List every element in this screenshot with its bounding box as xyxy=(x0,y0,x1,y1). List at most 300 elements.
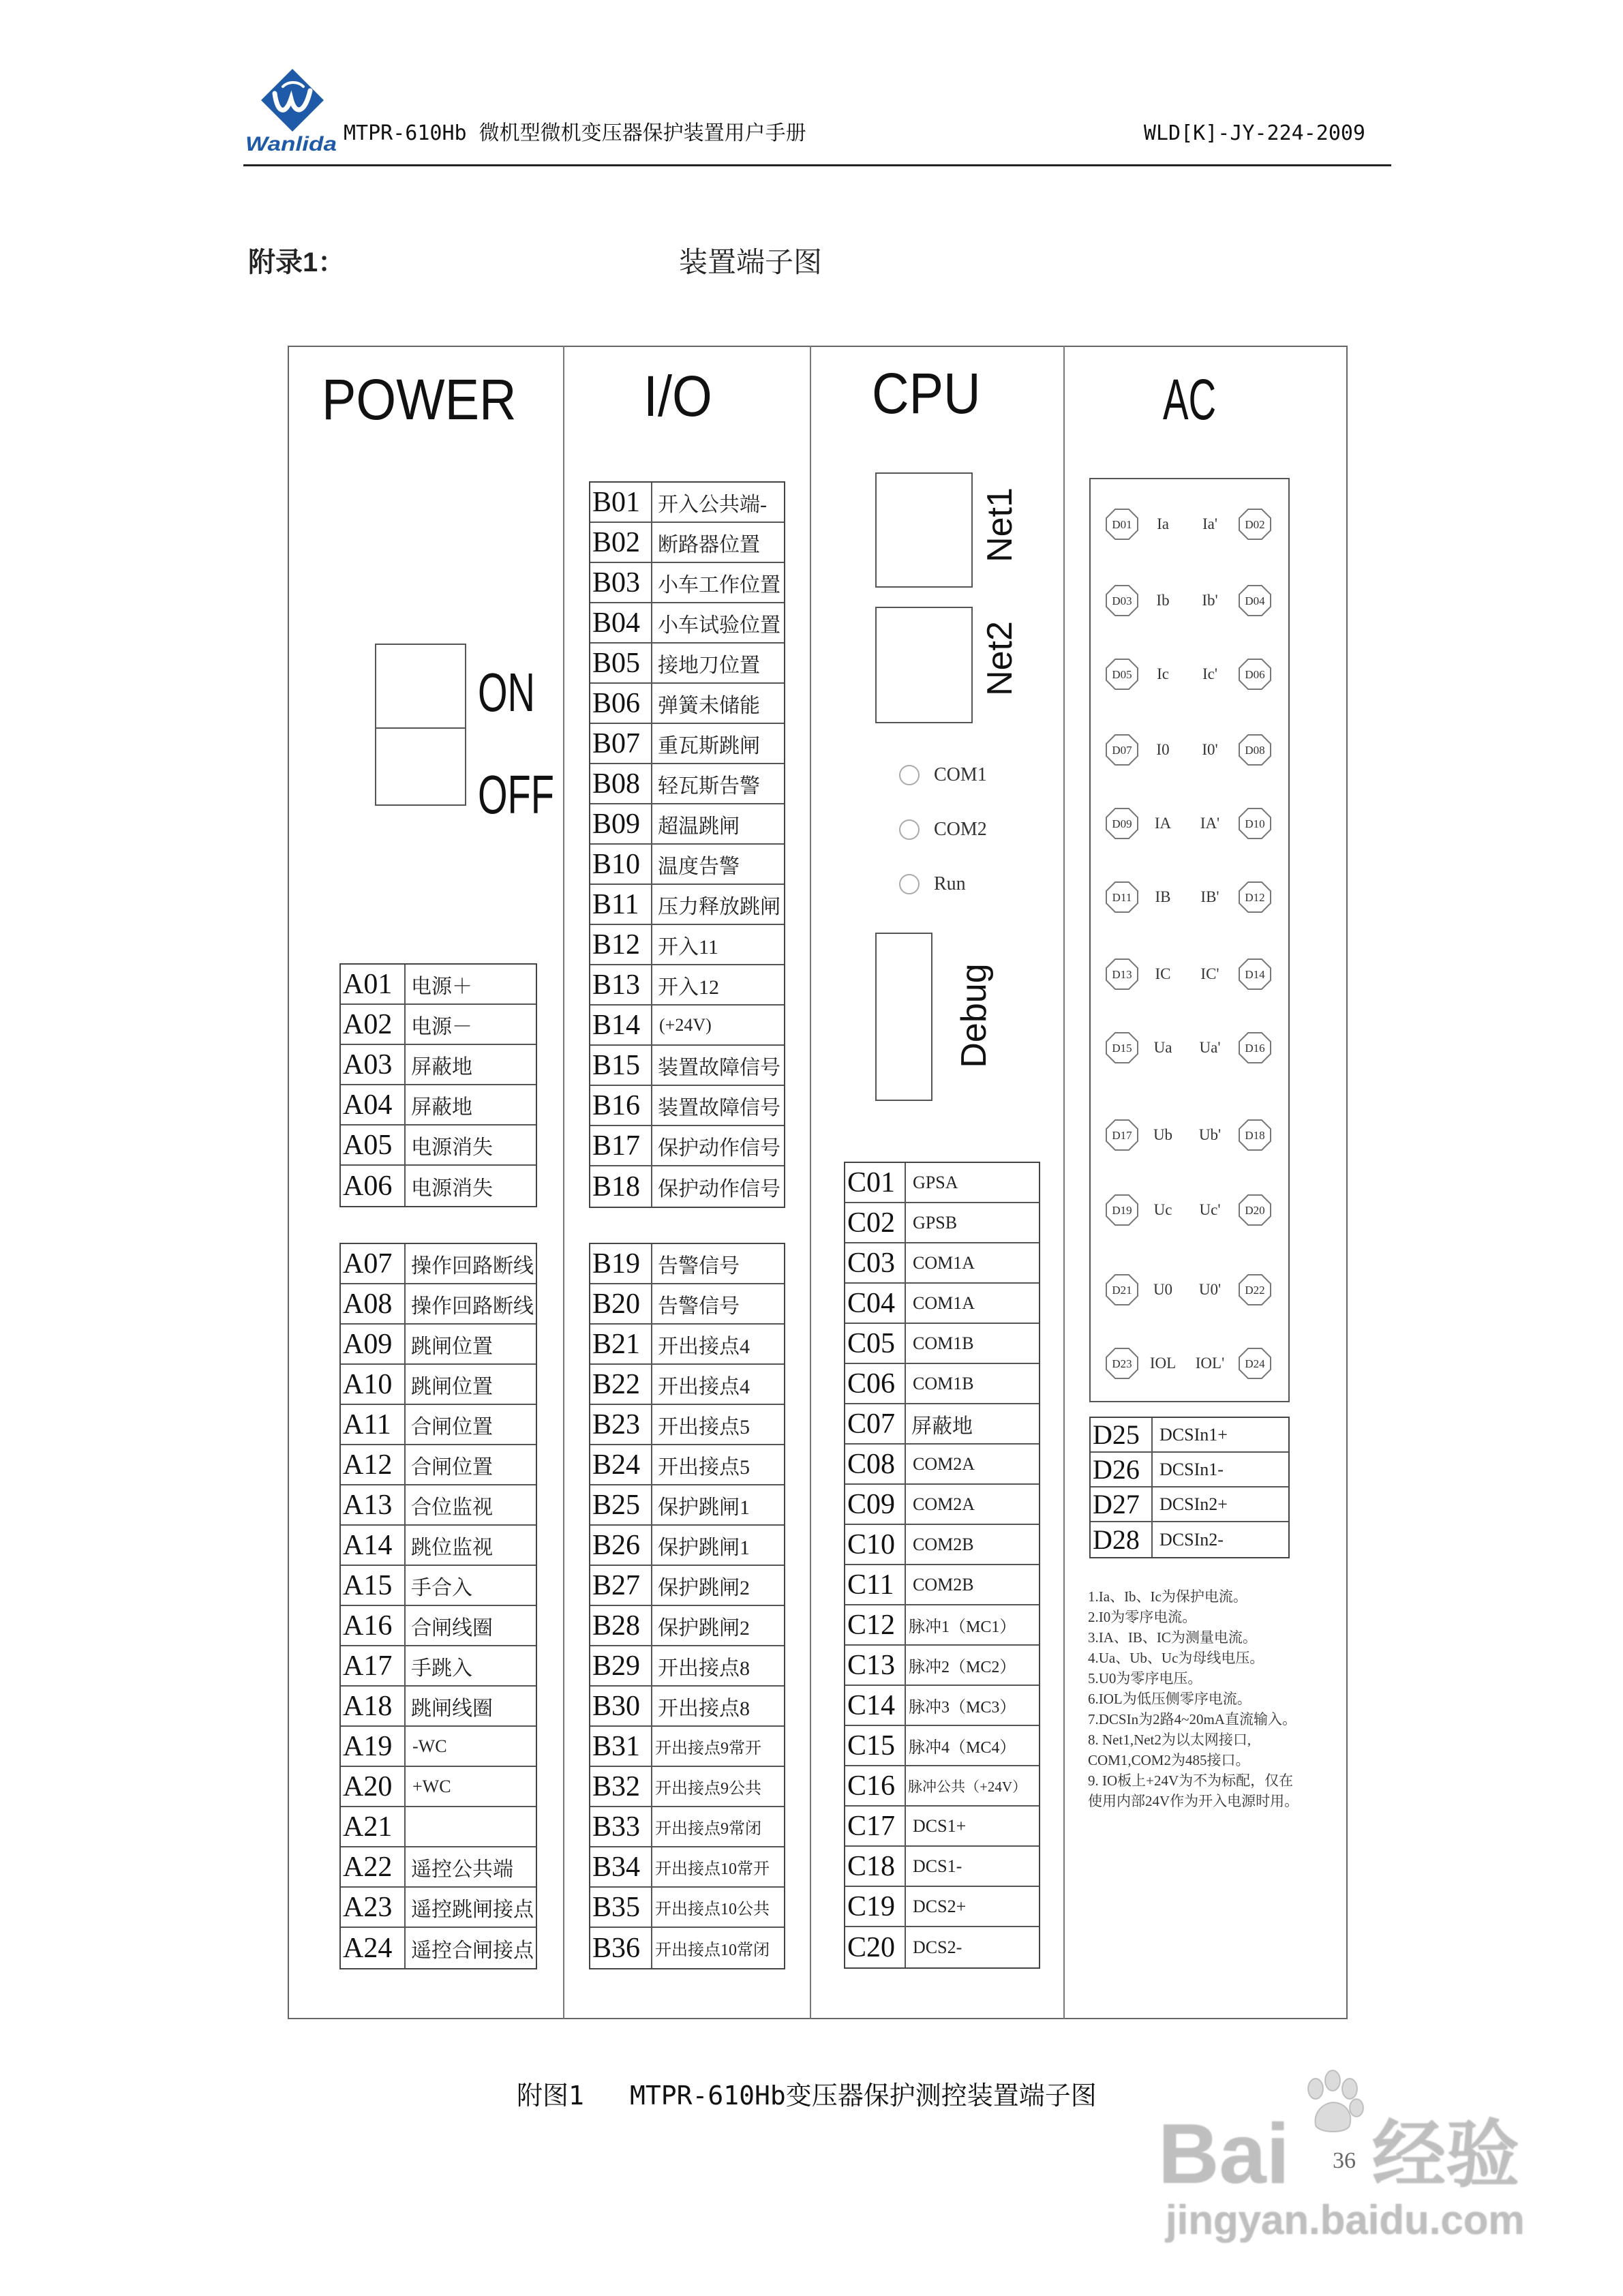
terminal-id: B35 xyxy=(590,1888,652,1927)
com1-led-icon xyxy=(899,765,920,785)
terminal-id: C02 xyxy=(845,1203,906,1242)
terminal-label: 开出接点4 xyxy=(658,1375,750,1398)
terminal-label: 脉冲公共（+24V） xyxy=(908,1778,1027,1795)
terminal-label: 屏蔽地 xyxy=(411,1096,472,1119)
terminal-signal: IA xyxy=(1154,815,1172,832)
terminal-row xyxy=(590,1244,784,1284)
terminal-row xyxy=(590,1284,784,1325)
io-terminal-block-b01-b18 xyxy=(589,481,785,1208)
note-line: 9. IO板上+24V为不为标配，仅在 xyxy=(1088,1772,1294,1789)
terminal-row xyxy=(590,1006,784,1046)
terminal-id: B05 xyxy=(590,644,652,682)
terminal-signal: Ia' xyxy=(1202,515,1217,532)
terminal-label: 遥控跳闸接点 xyxy=(411,1898,534,1921)
com2-led-icon xyxy=(899,819,920,840)
terminal-id: C01 xyxy=(845,1163,906,1202)
terminal-id: B14 xyxy=(590,1006,652,1044)
terminal-label: 操作回路断线 xyxy=(411,1295,534,1318)
terminal-row xyxy=(845,1646,1039,1686)
terminal-label: 电源＋ xyxy=(411,975,472,998)
terminal-id: C12 xyxy=(845,1605,906,1644)
terminal-octagon xyxy=(1105,734,1139,766)
terminal-signal: Ib xyxy=(1156,592,1170,609)
terminal-label: 屏蔽地 xyxy=(911,1415,973,1438)
terminal-octagon xyxy=(1105,658,1139,691)
terminal-label: COM2B xyxy=(913,1534,974,1554)
terminal-id: A16 xyxy=(341,1606,406,1645)
terminal-label: 开出接点5 xyxy=(658,1455,750,1479)
terminal-label: +WC xyxy=(412,1776,451,1796)
switch-on-label: ON xyxy=(478,662,535,723)
terminal-row xyxy=(845,1284,1039,1324)
terminal-id: B24 xyxy=(590,1445,652,1484)
terminal-row xyxy=(590,1888,784,1928)
wanlida-logo xyxy=(243,66,339,155)
terminal-signal: Uc xyxy=(1153,1201,1172,1218)
terminal-label: 压力释放跳闸 xyxy=(658,895,780,918)
terminal-row xyxy=(590,1365,784,1405)
page-number: 36 xyxy=(1333,2148,1356,2173)
terminal-label: 开出接点4 xyxy=(658,1335,750,1358)
terminal-octagon xyxy=(1238,658,1272,691)
terminal-id: C13 xyxy=(845,1646,906,1685)
terminal-label: 开出接点5 xyxy=(658,1415,750,1438)
debug-port xyxy=(875,933,932,1101)
terminal-id: C16 xyxy=(845,1766,906,1805)
document-number: WLD[K]-JY-224-2009 xyxy=(1143,121,1365,145)
terminal-id: B04 xyxy=(590,603,652,642)
terminal-label: 轻瓦斯告警 xyxy=(658,774,760,798)
terminal-id: B21 xyxy=(590,1325,652,1363)
watermark-brand-left: Bai xyxy=(1158,2107,1290,2201)
terminal-id: B31 xyxy=(590,1727,652,1766)
note-line: 8. Net1,Net2为以太网接口, xyxy=(1088,1732,1252,1748)
net2-port xyxy=(875,607,973,723)
terminal-label xyxy=(406,1807,536,1846)
terminal-label: 遥控合闸接点 xyxy=(411,1939,534,1962)
terminal-row xyxy=(1091,881,1288,913)
terminal-id: B06 xyxy=(590,684,652,723)
power-terminal-block-a07-a24 xyxy=(339,1243,537,1969)
terminal-row xyxy=(341,1244,536,1284)
terminal-label: 脉冲1（MC1） xyxy=(909,1618,1016,1636)
terminal-row xyxy=(341,1646,536,1687)
terminal-row xyxy=(590,1166,784,1207)
terminal-id: D19 xyxy=(1112,1204,1132,1217)
terminal-id: A18 xyxy=(341,1687,406,1725)
terminal-id: A13 xyxy=(341,1485,406,1524)
terminal-row xyxy=(1091,1119,1288,1151)
logo-diamond-icon xyxy=(243,66,339,155)
terminal-label: COM2A xyxy=(913,1494,975,1514)
terminal-signal: IC xyxy=(1155,965,1171,982)
io-column-title: I/O xyxy=(643,364,712,428)
terminal-id: D22 xyxy=(1245,1284,1265,1297)
terminal-id: A03 xyxy=(341,1045,406,1084)
terminal-id: B26 xyxy=(590,1526,652,1565)
terminal-label: 重瓦斯跳闸 xyxy=(658,734,760,757)
terminal-row xyxy=(590,925,784,965)
terminal-id: D06 xyxy=(1245,668,1265,681)
terminal-label: 手跳入 xyxy=(411,1657,472,1680)
terminal-label: 开入11 xyxy=(658,935,718,958)
terminal-octagon xyxy=(1105,1347,1139,1380)
terminal-id: D14 xyxy=(1245,968,1265,981)
terminal-id: A11 xyxy=(341,1405,406,1444)
terminal-id: D24 xyxy=(1245,1357,1265,1370)
terminal-id: A02 xyxy=(341,1005,406,1044)
terminal-row xyxy=(590,1727,784,1767)
terminal-id: D25 xyxy=(1091,1418,1153,1451)
terminal-label: 开出接点10公共 xyxy=(655,1901,770,1918)
ac-terminal-block-d25-d28 xyxy=(1089,1417,1290,1558)
terminal-label: -WC xyxy=(412,1736,447,1756)
terminal-id: B20 xyxy=(590,1284,652,1323)
terminal-label: DCSIn2+ xyxy=(1159,1494,1228,1514)
document-title: MTPR-610Hb 微机型微机变压器保护装置用户手册 xyxy=(344,121,806,145)
terminal-row xyxy=(845,1847,1039,1887)
terminal-label: DCSIn2- xyxy=(1159,1529,1224,1550)
note-line: 2.I0为零序电流。 xyxy=(1088,1609,1197,1625)
terminal-label: 保护跳闸2 xyxy=(658,1576,750,1599)
terminal-signal: Ia xyxy=(1157,515,1169,532)
note-line: 1.Ia、Ib、Ic为保护电流。 xyxy=(1088,1588,1247,1605)
terminal-id: A24 xyxy=(341,1928,406,1968)
terminal-row xyxy=(341,1485,536,1526)
terminal-row xyxy=(341,1166,536,1206)
terminal-row xyxy=(1091,1522,1288,1557)
terminal-row xyxy=(341,1284,536,1325)
terminal-id: B23 xyxy=(590,1405,652,1444)
terminal-label: COM1A xyxy=(913,1252,975,1273)
terminal-octagon xyxy=(1238,881,1272,913)
terminal-label: DCSIn1+ xyxy=(1159,1424,1228,1445)
terminal-row xyxy=(341,1767,536,1807)
terminal-row xyxy=(1091,508,1288,541)
terminal-id: D09 xyxy=(1112,817,1132,830)
terminal-label: 装置故障信号 xyxy=(658,1096,780,1119)
terminal-id: D01 xyxy=(1112,518,1132,531)
terminal-id: D15 xyxy=(1112,1042,1132,1055)
terminal-id: D17 xyxy=(1112,1129,1132,1142)
terminal-row xyxy=(590,483,784,523)
terminal-octagon xyxy=(1238,1347,1272,1380)
terminal-label: 开出接点10常闭 xyxy=(655,1942,770,1959)
terminal-row xyxy=(341,1888,536,1928)
appendix-title: 装置端子图 xyxy=(679,245,823,279)
run-led-label: Run xyxy=(934,873,966,894)
switch-divider xyxy=(376,727,465,729)
terminal-row xyxy=(341,1807,536,1847)
terminal-label: 告警信号 xyxy=(658,1254,740,1278)
terminal-label: 保护跳闸1 xyxy=(658,1536,750,1559)
terminal-id: B27 xyxy=(590,1566,652,1605)
terminal-signal: Uc' xyxy=(1199,1201,1221,1218)
terminal-id: B34 xyxy=(590,1847,652,1886)
io-terminal-block-b19-b36 xyxy=(589,1243,785,1969)
terminal-row xyxy=(341,1687,536,1727)
terminal-row xyxy=(845,1404,1039,1445)
terminal-id: B28 xyxy=(590,1606,652,1645)
terminal-octagon xyxy=(1238,807,1272,840)
terminal-label: COM1B xyxy=(913,1373,974,1393)
terminal-row xyxy=(590,1767,784,1807)
terminal-signal: U0 xyxy=(1153,1281,1173,1298)
terminal-row xyxy=(590,1405,784,1445)
terminal-id: C08 xyxy=(845,1445,906,1483)
terminal-label: 合闸位置 xyxy=(411,1455,493,1479)
ac-notes xyxy=(1088,1586,1344,1811)
terminal-row xyxy=(590,1646,784,1687)
terminal-row xyxy=(590,1126,784,1166)
terminal-id: B07 xyxy=(590,724,652,763)
terminal-octagon xyxy=(1105,881,1139,913)
terminal-signal: IC' xyxy=(1200,965,1219,982)
com1-led-label: COM1 xyxy=(934,764,987,785)
terminal-row xyxy=(1091,1194,1288,1226)
terminal-id: B19 xyxy=(590,1244,652,1283)
terminal-row xyxy=(590,1687,784,1727)
terminal-id: D10 xyxy=(1245,817,1265,830)
terminal-id: A14 xyxy=(341,1526,406,1565)
terminal-id: B29 xyxy=(590,1646,652,1685)
terminal-id: B33 xyxy=(590,1807,652,1846)
terminal-id: C10 xyxy=(845,1525,906,1564)
terminal-row xyxy=(1091,1031,1288,1064)
terminal-row xyxy=(845,1807,1039,1847)
terminal-octagon xyxy=(1105,1194,1139,1226)
note-line: 使用内部24V作为开入电源时用。 xyxy=(1088,1793,1299,1809)
terminal-row xyxy=(845,1686,1039,1726)
terminal-id: A23 xyxy=(341,1888,406,1927)
terminal-row xyxy=(845,1445,1039,1485)
terminal-id: B12 xyxy=(590,925,652,964)
terminal-label: 保护动作信号 xyxy=(658,1136,780,1160)
terminal-label: 跳闸位置 xyxy=(411,1335,493,1358)
terminal-id: C17 xyxy=(845,1807,906,1845)
terminal-id: C04 xyxy=(845,1284,906,1323)
net1-label: Net1 xyxy=(980,487,1020,562)
terminal-id: D23 xyxy=(1112,1357,1132,1370)
terminal-row xyxy=(341,1606,536,1646)
terminal-row xyxy=(341,1405,536,1445)
terminal-row xyxy=(590,764,784,804)
terminal-id: A01 xyxy=(341,965,406,1003)
note-line: 3.IA、IB、IC为测量电流。 xyxy=(1088,1629,1257,1646)
run-led-icon xyxy=(899,874,920,894)
terminal-label: GPSB xyxy=(913,1212,958,1233)
terminal-row xyxy=(1091,658,1288,691)
terminal-row xyxy=(590,804,784,845)
terminal-id: B01 xyxy=(590,483,652,522)
cpu-terminal-block-c01-c20 xyxy=(844,1162,1040,1969)
ac-column-title: AC xyxy=(1163,367,1217,432)
figure-caption: MTPR-610Hb变压器保护测控装置端子图 xyxy=(630,2081,1097,2111)
terminal-label: 操作回路断线 xyxy=(411,1254,534,1278)
terminal-signal: U0' xyxy=(1198,1281,1222,1298)
terminal-id: C06 xyxy=(845,1364,906,1403)
terminal-id: A06 xyxy=(341,1166,406,1206)
terminal-label: 开入12 xyxy=(658,976,719,999)
terminal-label: 跳闸线圈 xyxy=(411,1697,493,1720)
terminal-row xyxy=(341,1526,536,1566)
terminal-signal: IB' xyxy=(1200,888,1219,905)
note-line: 5.U0为零序电压。 xyxy=(1088,1670,1202,1687)
terminal-row xyxy=(590,724,784,764)
terminal-id: B03 xyxy=(590,563,652,602)
terminal-label: 保护动作信号 xyxy=(658,1177,780,1200)
power-terminal-block-a01-a06 xyxy=(339,963,537,1207)
terminal-label: 开出接点9公共 xyxy=(655,1780,761,1798)
terminal-row xyxy=(1091,734,1288,766)
terminal-row xyxy=(590,523,784,563)
terminal-row xyxy=(341,1126,536,1166)
terminal-row xyxy=(590,1847,784,1888)
terminal-id: A07 xyxy=(341,1244,406,1283)
terminal-row xyxy=(1091,584,1288,617)
terminal-row xyxy=(845,1766,1039,1807)
terminal-id: C03 xyxy=(845,1243,906,1282)
terminal-row xyxy=(845,1887,1039,1927)
terminal-label: COM2A xyxy=(913,1453,975,1474)
terminal-id: B13 xyxy=(590,965,652,1004)
terminal-octagon xyxy=(1105,1119,1139,1151)
terminal-id: B18 xyxy=(590,1166,652,1207)
terminal-id: D04 xyxy=(1245,594,1265,607)
power-column-title: POWER xyxy=(322,367,517,432)
terminal-signal: I0 xyxy=(1156,741,1170,758)
terminal-row xyxy=(341,1045,536,1085)
net1-port xyxy=(875,472,973,588)
terminal-signal: IB xyxy=(1155,888,1171,905)
column-divider xyxy=(810,346,811,2019)
terminal-id: C20 xyxy=(845,1927,906,1967)
net2-label: Net2 xyxy=(980,621,1020,696)
terminal-octagon xyxy=(1238,958,1272,991)
terminal-octagon xyxy=(1105,508,1139,541)
terminal-label: 开出接点10常开 xyxy=(655,1860,770,1878)
terminal-label: COM2B xyxy=(913,1574,974,1595)
terminal-label: 开入公共端- xyxy=(658,493,767,516)
terminal-signal: Ua' xyxy=(1199,1039,1221,1056)
terminal-label: 脉冲4（MC4） xyxy=(909,1739,1016,1757)
terminal-label: DCSIn1- xyxy=(1159,1459,1224,1479)
terminal-signal: IA' xyxy=(1200,815,1220,832)
terminal-id: A04 xyxy=(341,1085,406,1124)
terminal-row xyxy=(341,1847,536,1888)
terminal-label: 小车试验位置 xyxy=(658,614,780,637)
terminal-label: 合位监视 xyxy=(411,1496,493,1519)
terminal-label: GPSA xyxy=(913,1172,958,1192)
terminal-label: (+24V) xyxy=(659,1014,712,1035)
terminal-signal: Ub' xyxy=(1198,1126,1222,1143)
terminal-label: 脉冲3（MC3） xyxy=(909,1699,1016,1717)
terminal-id: A05 xyxy=(341,1126,406,1164)
terminal-id: B25 xyxy=(590,1485,652,1524)
note-line: 7.DCSIn为2路4~20mA直流输入。 xyxy=(1088,1711,1296,1727)
terminal-label: 装置故障信号 xyxy=(658,1056,780,1079)
terminal-label: 开出接点8 xyxy=(658,1697,750,1720)
terminal-id: A22 xyxy=(341,1847,406,1886)
terminal-signal: IOL' xyxy=(1195,1355,1225,1372)
terminal-row xyxy=(590,1566,784,1606)
terminal-label: 小车工作位置 xyxy=(658,573,780,596)
terminal-row xyxy=(341,1566,536,1606)
terminal-id: A20 xyxy=(341,1767,406,1806)
terminal-row xyxy=(590,1445,784,1485)
terminal-label: 电源消失 xyxy=(411,1136,493,1159)
terminal-row xyxy=(590,1526,784,1566)
terminal-signal: Ua xyxy=(1153,1039,1172,1056)
terminal-row xyxy=(845,1243,1039,1284)
terminal-row xyxy=(590,965,784,1006)
terminal-signal: Ic' xyxy=(1202,665,1217,682)
terminal-octagon xyxy=(1105,1273,1139,1306)
terminal-signal: I0' xyxy=(1202,741,1218,758)
terminal-row xyxy=(590,644,784,684)
terminal-id: D13 xyxy=(1112,968,1132,981)
terminal-label: 开出接点9常闭 xyxy=(655,1820,761,1838)
cpu-column-title: CPU xyxy=(872,361,981,425)
terminal-label: 保护跳闸2 xyxy=(658,1616,750,1640)
terminal-id: C11 xyxy=(845,1565,906,1604)
terminal-label: 合闸位置 xyxy=(411,1415,493,1438)
terminal-octagon xyxy=(1105,807,1139,840)
terminal-row xyxy=(590,1606,784,1646)
terminal-octagon xyxy=(1105,958,1139,991)
terminal-id: D11 xyxy=(1112,891,1132,904)
terminal-row xyxy=(845,1163,1039,1203)
terminal-label: DCS2- xyxy=(913,1937,962,1957)
terminal-octagon xyxy=(1105,1031,1139,1064)
terminal-id: D03 xyxy=(1112,594,1132,607)
terminal-label: 跳位监视 xyxy=(411,1536,493,1559)
terminal-id: A21 xyxy=(341,1807,406,1846)
terminal-row xyxy=(590,1485,784,1526)
terminal-row xyxy=(341,1005,536,1045)
terminal-id: D08 xyxy=(1245,744,1265,757)
terminal-id: B30 xyxy=(590,1687,652,1725)
terminal-octagon xyxy=(1238,508,1272,541)
terminal-row xyxy=(590,1046,784,1086)
watermark-url: jingyan.baidu.com xyxy=(1166,2197,1525,2243)
terminal-octagon xyxy=(1238,1031,1272,1064)
terminal-row xyxy=(590,845,784,885)
terminal-id: A15 xyxy=(341,1566,406,1605)
terminal-label: 告警信号 xyxy=(658,1295,740,1318)
terminal-label: 电源－ xyxy=(411,1015,472,1038)
terminal-row xyxy=(1091,807,1288,840)
terminal-row xyxy=(590,684,784,724)
terminal-id: A08 xyxy=(341,1284,406,1323)
terminal-label: DCS1+ xyxy=(913,1815,967,1836)
terminal-signal: IOL xyxy=(1149,1355,1177,1372)
terminal-octagon xyxy=(1238,1194,1272,1226)
terminal-row xyxy=(1091,1418,1288,1453)
terminal-octagon xyxy=(1238,1119,1272,1151)
terminal-row xyxy=(590,563,784,603)
terminal-label: 接地刀位置 xyxy=(658,654,760,677)
terminal-id: B17 xyxy=(590,1126,652,1165)
logo-wordmark: Wanlida xyxy=(245,133,337,155)
terminal-octagon xyxy=(1238,1273,1272,1306)
terminal-id: B02 xyxy=(590,523,652,562)
terminal-id: A17 xyxy=(341,1646,406,1685)
terminal-label: 断路器位置 xyxy=(658,533,760,556)
terminal-row xyxy=(590,1325,784,1365)
note-line: 6.IOL为低压侧零序电流。 xyxy=(1088,1691,1252,1707)
terminal-id: B10 xyxy=(590,845,652,883)
